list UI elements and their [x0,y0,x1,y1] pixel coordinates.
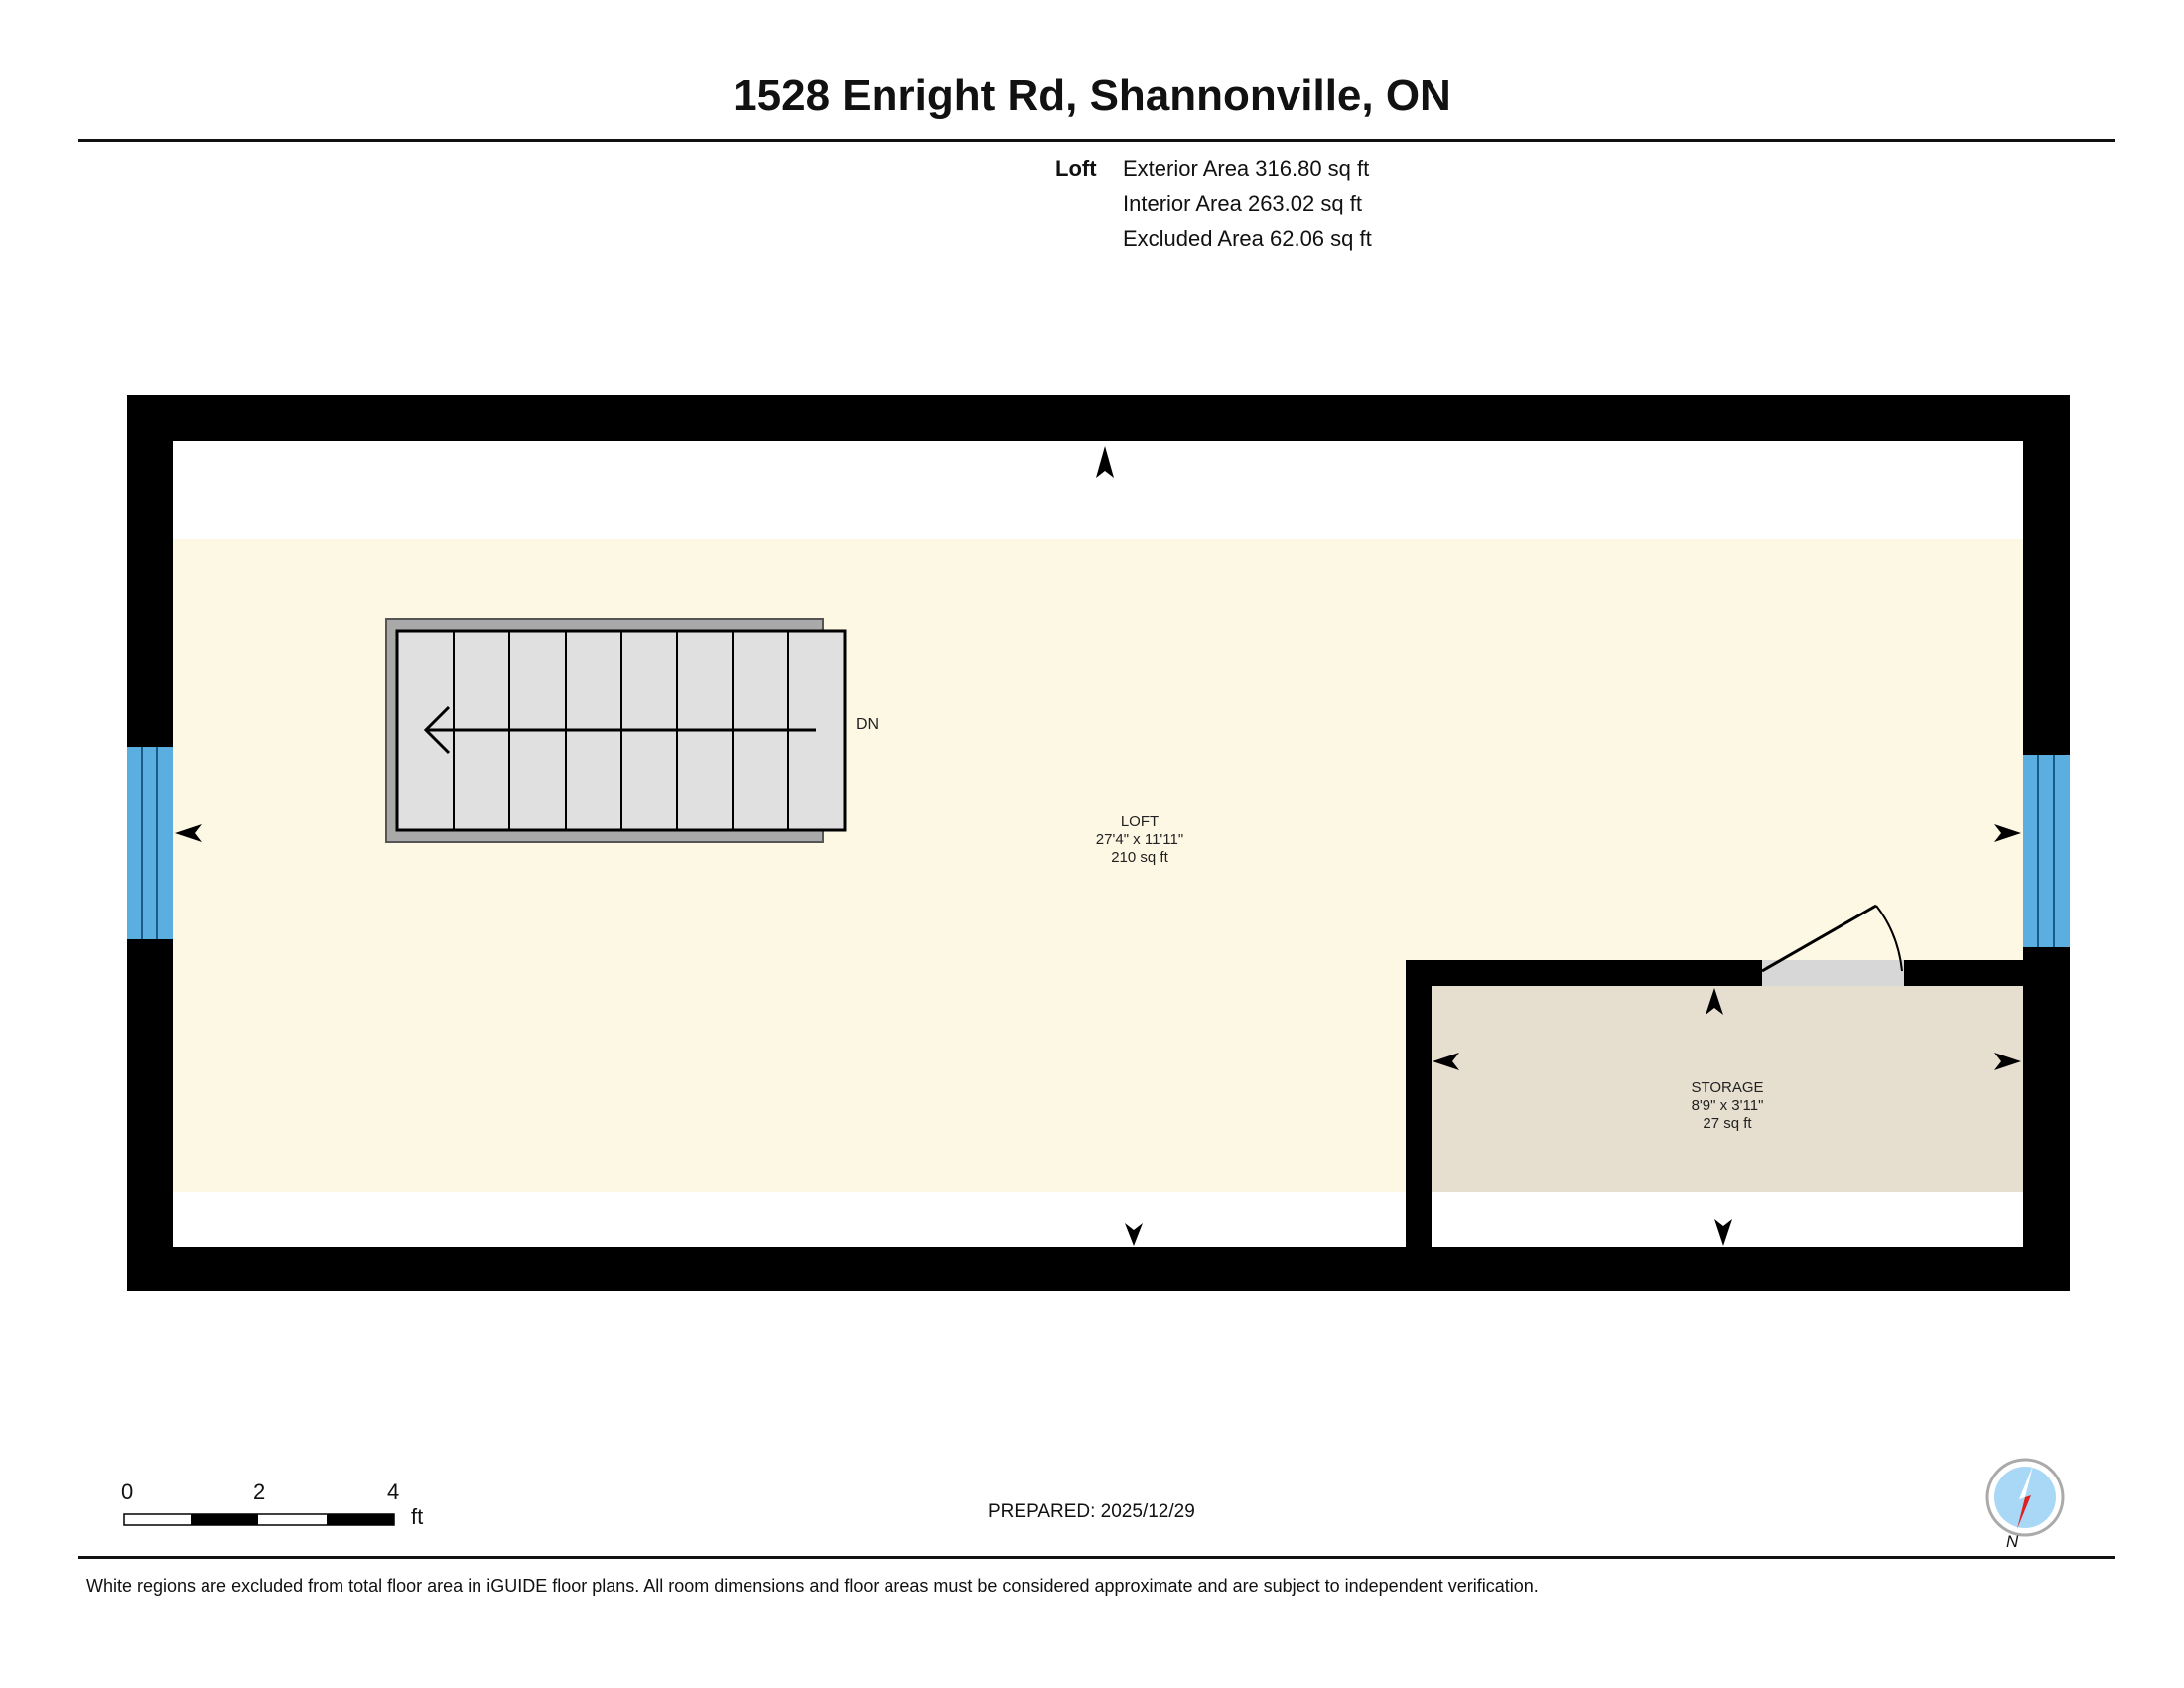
prepared-date: PREPARED: 2025/12/29 [988,1501,1195,1522]
scale-tick-0: 0 [121,1479,134,1504]
loft-area: 210 sq ft [1111,849,1168,866]
window-east [2023,755,2070,947]
compass-icon [1987,1460,2063,1535]
storage-left-wall [1406,960,1432,1247]
floor-label: Loft [1055,156,1097,181]
disclaimer: White regions are excluded from total floor area in iGUIDE floor plans. All room dimensions and floor areas must be considered approximate and are subject to independent verification. [86,1576,1539,1596]
scale-unit: ft [411,1504,424,1529]
scale-tick-2: 2 [253,1479,266,1504]
footer-rule [78,1556,2115,1559]
storage-dims: 8'9" x 3'11" [1691,1097,1764,1114]
loft-name: LOFT [1120,813,1160,830]
interior-area: Interior Area 263.02 sq ft [1123,191,1362,215]
storage-excluded-region [1432,1192,2023,1247]
excluded-area: Excluded Area 62.06 sq ft [1123,226,1372,251]
page-title: 1528 Enright Rd, Shannonville, ON [733,71,1451,120]
staircase [386,619,845,842]
exterior-area: Exterior Area 316.80 sq ft [1123,156,1370,181]
window-west [127,747,173,939]
loft-dims: 27'4" x 11'11" [1095,831,1184,848]
compass-north-label: N [2006,1532,2019,1551]
scale-bar [124,1514,394,1525]
scale-tick-4: 4 [387,1479,400,1504]
storage-name: STORAGE [1691,1079,1764,1096]
storage-top-wall [1406,960,2023,986]
storage-door-opening [1762,960,1904,986]
stairs-dn-label: DN [856,716,880,733]
storage-area: 27 sq ft [1703,1115,1752,1132]
